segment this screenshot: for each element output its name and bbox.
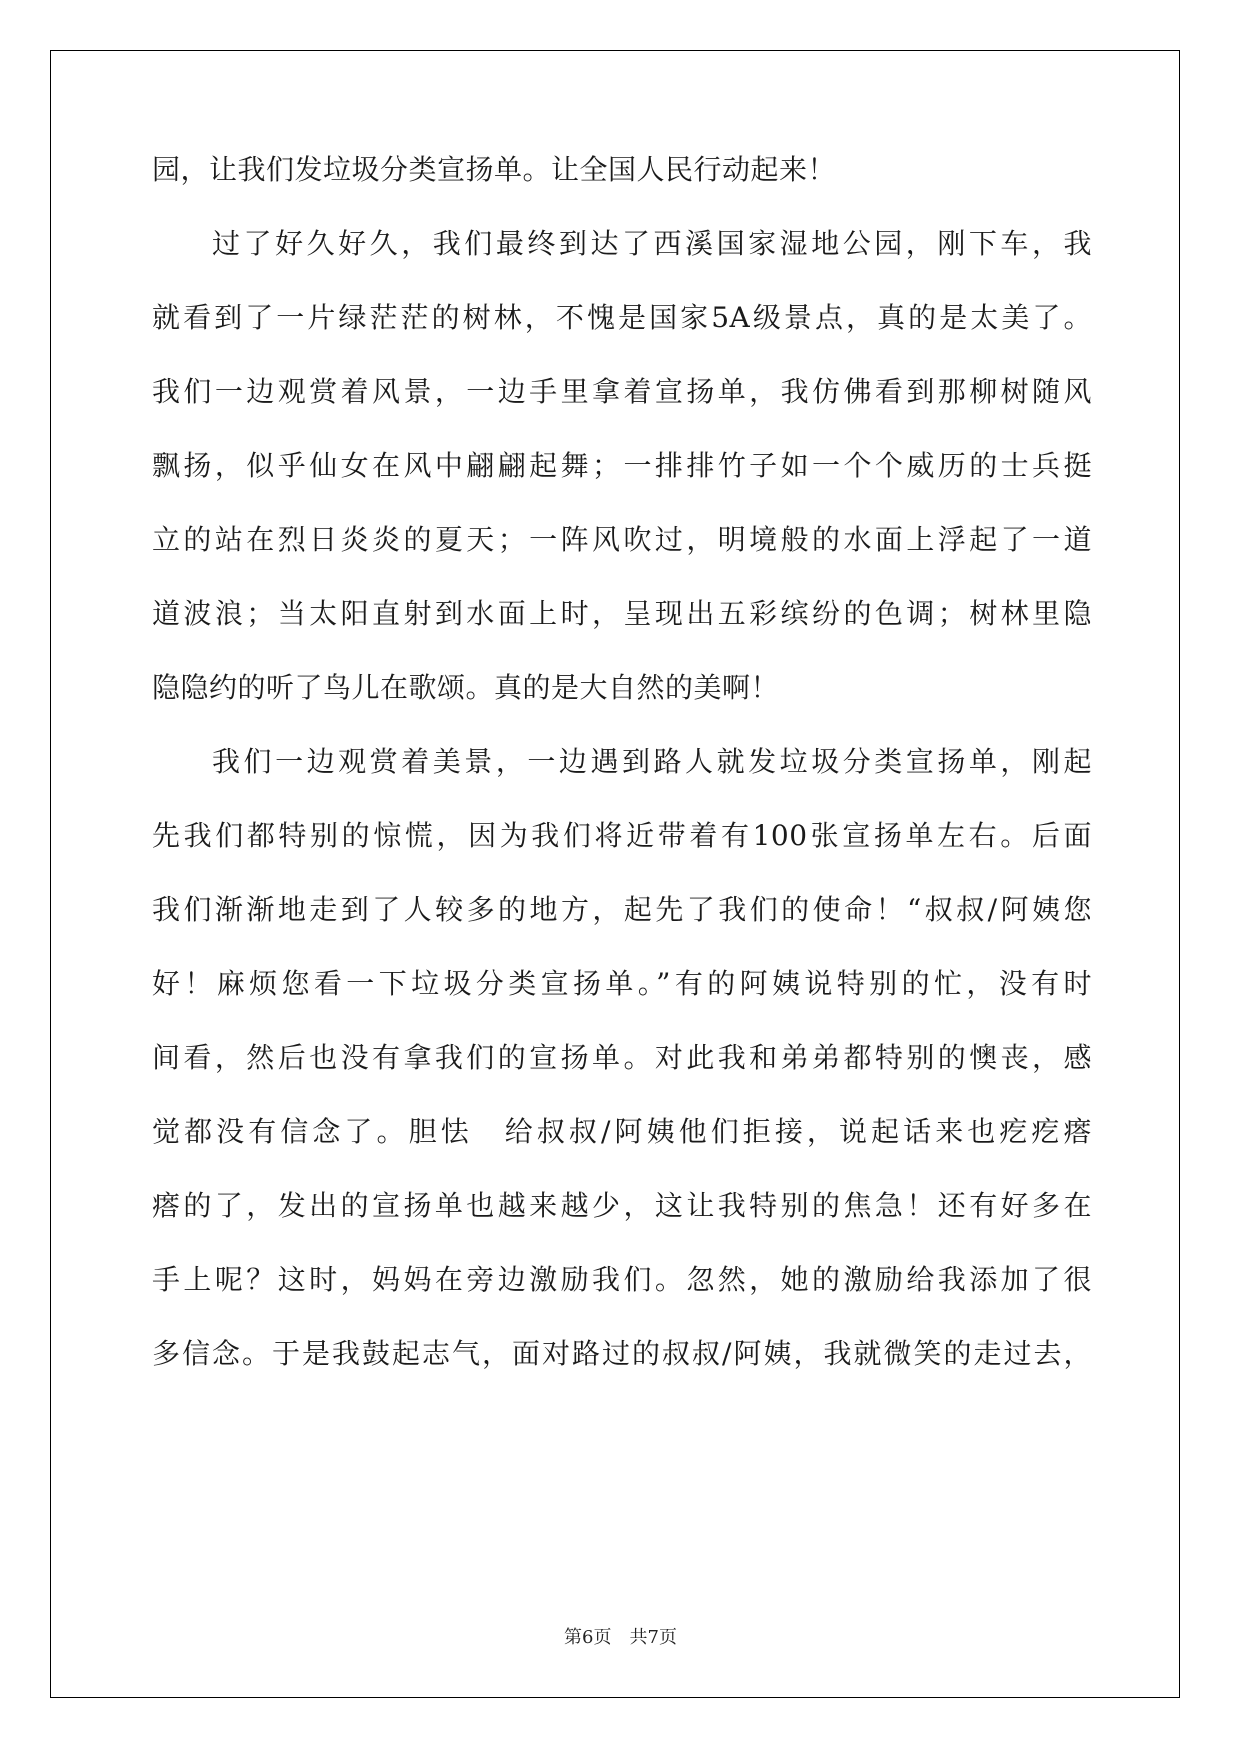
text-line: 间看，然后也没有拿我们的宣扬单。对此我和弟弟都特别的懊丧，感 — [152, 1041, 1092, 1074]
text-line: 就看到了一片绿茫茫的树林，不愧是国家5A级景点，真的是太美了。 — [152, 301, 1092, 334]
text-line: 先我们都特别的惊慌，因为我们将近带着有100张宣扬单左右。后面 — [152, 819, 1092, 852]
text-line: 我们渐渐地走到了人较多的地方，起先了我们的使命！“叔叔/阿姨您 — [152, 893, 1092, 926]
text-line: 道波浪；当太阳直射到水面上时，呈现出五彩缤纷的色调；树林里隐 — [152, 597, 1092, 630]
text-line: 多信念。于是我鼓起志气，面对路过的叔叔/阿姨，我就微笑的走过去， — [152, 1337, 1092, 1370]
text-line: 飘扬，似乎仙女在风中翩翩起舞；一排排竹子如一个个威历的士兵挺 — [152, 449, 1092, 482]
text-line: 立的站在烈日炎炎的夏天；一阵风吹过，明境般的水面上浮起了一道 — [152, 523, 1092, 556]
text-line: 手上呢？这时，妈妈在旁边激励我们。忽然，她的激励给我添加了很 — [152, 1263, 1092, 1296]
text-line: 园，让我们发垃圾分类宣扬单。让全国人民行动起来！ — [152, 153, 837, 186]
text-line: 我们一边观赏着风景，一边手里拿着宣扬单，我仿佛看到那柳树随风 — [152, 375, 1092, 408]
text-line: 隐隐约的听了鸟儿在歌颂。真的是大自然的美啊！ — [152, 671, 780, 704]
text-line: 好！麻烦您看一下垃圾分类宣扬单。”有的阿姨说特别的忙，没有时 — [152, 967, 1092, 1000]
text-line: 瘩的了，发出的宣扬单也越来越少，这让我特别的焦急！还有好多在 — [152, 1189, 1092, 1222]
text-line: 觉都没有信念了。胆怯 给叔叔/阿姨他们拒接，说起话来也疙疙瘩 — [152, 1115, 1092, 1148]
text-line: 过了好久好久，我们最终到达了西溪国家湿地公园，刚下车，我 — [212, 227, 1092, 260]
text-line: 我们一边观赏着美景，一边遇到路人就发垃圾分类宣扬单，刚起 — [212, 745, 1092, 778]
page-footer: 第6页 共7页 — [564, 1627, 677, 1648]
